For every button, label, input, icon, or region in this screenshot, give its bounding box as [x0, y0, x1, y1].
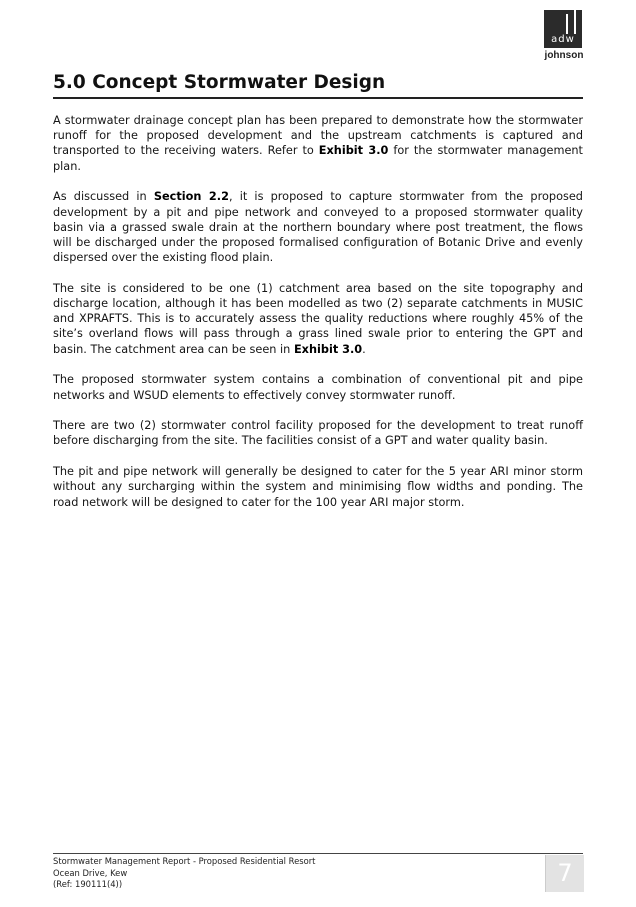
company-logo — [541, 10, 587, 62]
footer-divider — [53, 853, 583, 854]
paragraph-6 — [53, 464, 583, 510]
paragraph-text: for the stormwater management plan. — [53, 144, 583, 173]
footer-reference: (Ref: 190111(4)) — [53, 879, 123, 889]
paragraph-text: The pit and pipe network will generally be designed to cater for the 5 year ARI minor storm without any surcharging within the system and minimising flow widths and ponding. The road network will be designed to cater for the 100 year ARI major storm. — [53, 465, 583, 509]
logo-bar — [566, 14, 568, 34]
logo-bar — [574, 10, 576, 34]
paragraph-3 — [53, 281, 583, 357]
logo-name-text: johnson — [544, 50, 584, 61]
paragraph-text: The proposed stormwater system contains a combination of conventional pit and pipe networks and WSUD elements to effectively convey stormwater runoff. — [53, 373, 583, 402]
logo-mark-box — [544, 10, 582, 48]
paragraph-4 — [53, 372, 583, 402]
paragraph-text: , it is proposed to capture stormwater from the proposed development by a pit and pipe network and conveyed to a proposed stormwater quality basin via a grassed swale drain at the northern boundary where post treatment, the flows will be discharged under the proposed formalised configuration of Botanic Drive and evenly dispersed over the existing flood plain. — [53, 190, 583, 265]
logo-mark-text: adw — [551, 34, 575, 45]
footer-location: Ocean Drive, Kew — [53, 867, 128, 878]
paragraph-text: . — [362, 342, 366, 356]
paragraph-2 — [53, 189, 583, 265]
section-reference: Section 2.2 — [153, 190, 229, 204]
exhibit-reference: Exhibit 3.0 — [318, 144, 389, 158]
footer — [53, 856, 533, 891]
footer-report-title: Stormwater Management Report - Proposed Residential Resort — [53, 856, 316, 866]
page-number: 7 — [545, 855, 584, 892]
exhibit-reference: Exhibit 3.0 — [293, 342, 363, 356]
section-heading: 5.0 Concept Stormwater Design — [53, 70, 583, 99]
paragraph-1 — [53, 113, 583, 174]
body-text — [53, 113, 583, 525]
paragraph-text: A stormwater drainage concept plan has been prepared to demonstrate how the stormwater runoff for the proposed development and the upstream catchments is captured and transported to the receiving waters. Refer to — [53, 114, 583, 158]
paragraph-text: The site is considered to be one (1) catchment area based on the site topography and discharge location, although it has been modelled as two (2) separate catchments in MUSIC and XPRAFTS. This is to accurately assess the quality reductions where roughly 45% of the site’s overland flows will pass through a grass lined swale prior to entering the GPT and basin. The catchment area can be seen in — [53, 281, 583, 356]
paragraph-text: As discussed in — [53, 190, 154, 204]
paragraph-text: There are two (2) stormwater control facility proposed for the development to treat runoff before discharging from the site. The facilities consist of a GPT and water quality basin. — [53, 419, 583, 448]
paragraph-5 — [53, 418, 583, 448]
